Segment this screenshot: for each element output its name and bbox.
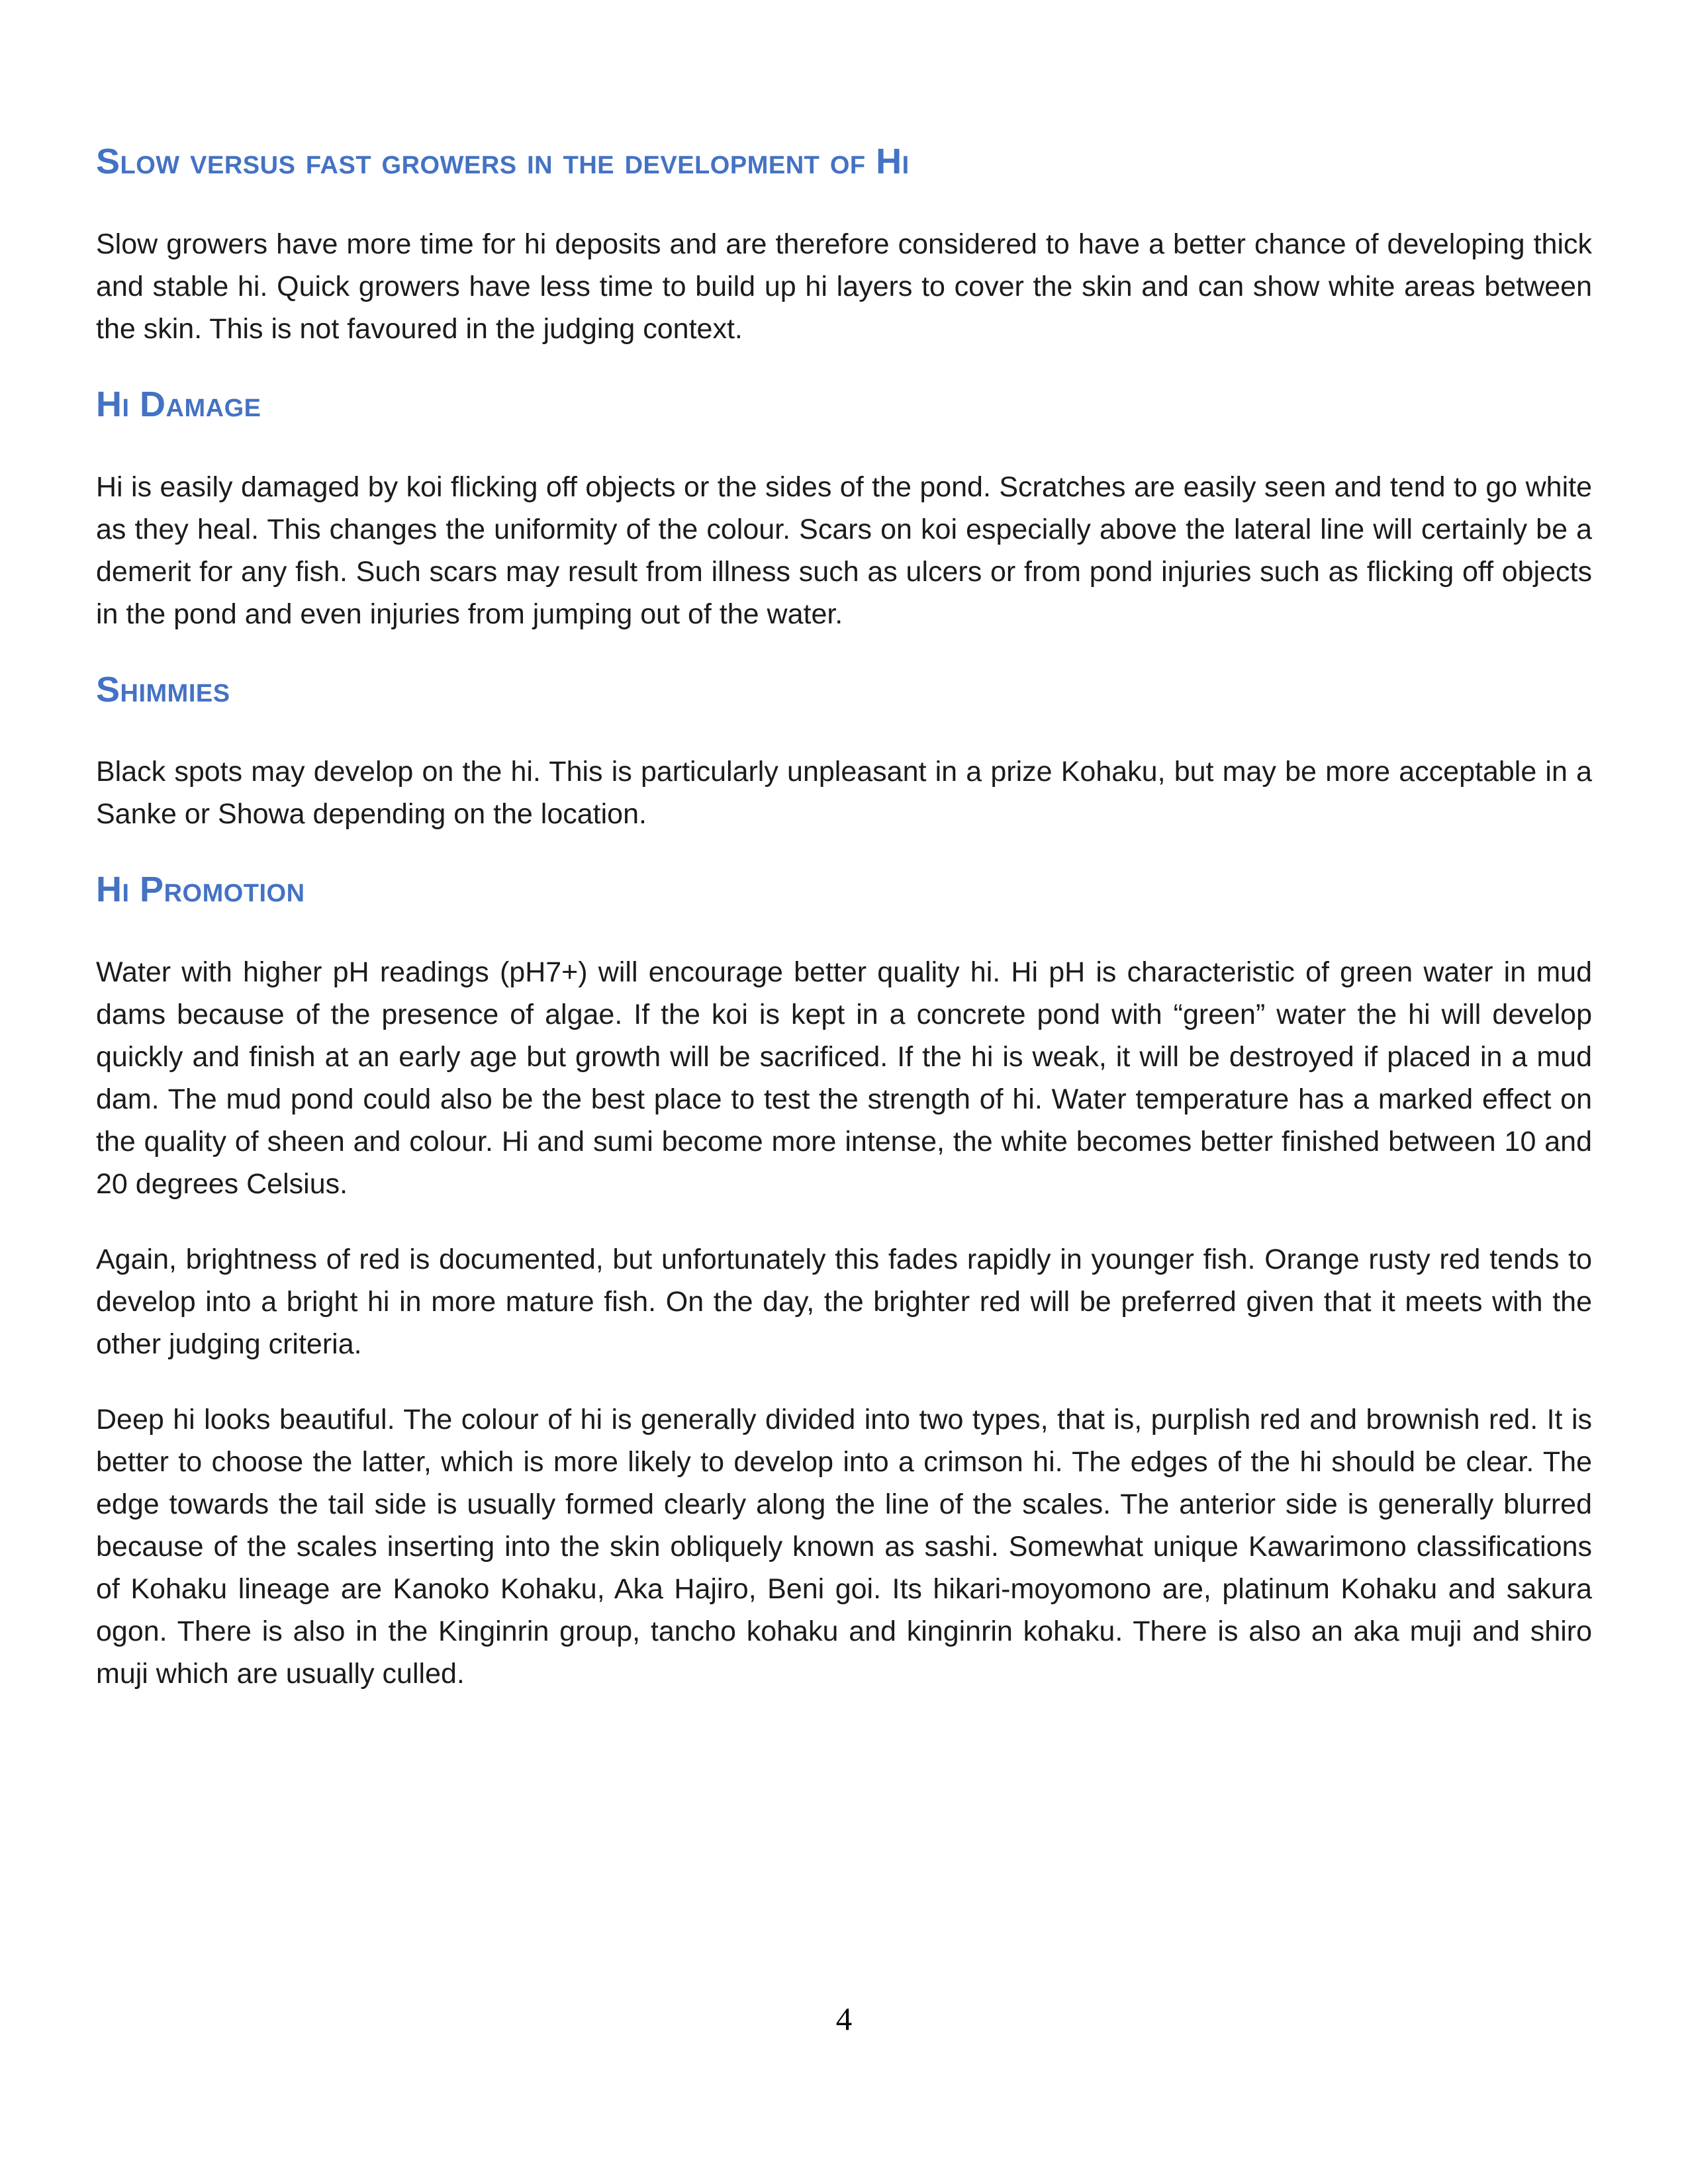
page-number: 4 [835, 2001, 853, 2037]
section-shimmies [96, 668, 1592, 836]
paragraph-hi-damage: Hi is easily damaged by koi flicking off objects or the sides of the pond. Scratches are easily seen and tend to go white as they heal. This changes the uniformity of the colour. Scars on koi especially above the lateral line will certainly be a demerit for any fish. Such scars may result from illness such as ulcers or from pond injuries such as flicking off objects in the pond and even injuries from jumping out of the water. [96, 471, 1592, 630]
section-hi-promotion [96, 868, 1592, 1695]
section-slow-versus-fast-growers [96, 140, 1592, 350]
paragraph-hi-promotion-deep-hi: Deep hi looks beautiful. The colour of hi is generally divided into two types, that is, purplish red and brownish red. It is better to choose the latter, which is more likely to develop into a crimson hi. The edges of the hi should be clear. The edge towards the tail side is usually formed clearly along the line of the scales. The anterior side is generally blurred because of the scales inserting into the skin obliquely known as sashi. Somewhat unique Kawarimono classifications of Kohaku lineage are Kanoko Kohaku, Aka Hajiro, Beni goi. Its hikari-moyomono are, platinum Kohaku and sakura ogon. There is also in the Kinginrin group, tancho kohaku and kinginrin kohaku. There is also an aka muji and shiro muji which are usually culled. [96, 1404, 1592, 1690]
section-heading-hi-damage: Hi Damage [96, 384, 261, 424]
paragraph-hi-promotion-water-ph: Water with higher pH readings (pH7+) will encourage better quality hi. Hi pH is characteristic of green water in mud dams because of the presence of algae. If the koi is kept in a concrete pond with “green” water the hi will develop quickly and finish at an early age but growth will be sacrificed. If the hi is weak, it will be destroyed if placed in a mud dam. The mud pond could also be the best place to test the strength of hi. Water temperature has a marked effect on the quality of sheen and colour. Hi and sumi become more intense, the white becomes better finished between 10 and 20 degrees Celsius. [96, 956, 1592, 1201]
section-heading-hi-promotion: Hi Promotion [96, 870, 305, 910]
section-hi-damage [96, 383, 1592, 635]
paragraph-shimmies: Black spots may develop on the hi. This is particularly unpleasant in a prize Kohaku, but may be more acceptable in a Sanke or Showa depending on the location. [96, 756, 1592, 831]
section-heading-slow-versus-fast-growers: Slow versus fast growers in the development of Hi [96, 142, 910, 181]
page-footer [0, 2000, 1688, 2038]
paragraph-slow-growers: Slow growers have more time for hi deposits and are therefore considered to have a better chance of developing thick and stable hi. Quick growers have less time to build up hi layers to cover the skin and can show white areas between the skin. This is not favoured in the judging context. [96, 228, 1592, 345]
paragraph-hi-promotion-brightness: Again, brightness of red is documented, but unfortunately this fades rapidly in younger fish. Orange rusty red tends to develop into a bright hi in more mature fish. On the day, the brighter red will be preferred given that it meets with the other judging criteria. [96, 1244, 1592, 1361]
section-heading-shimmies: Shimmies [96, 669, 230, 709]
